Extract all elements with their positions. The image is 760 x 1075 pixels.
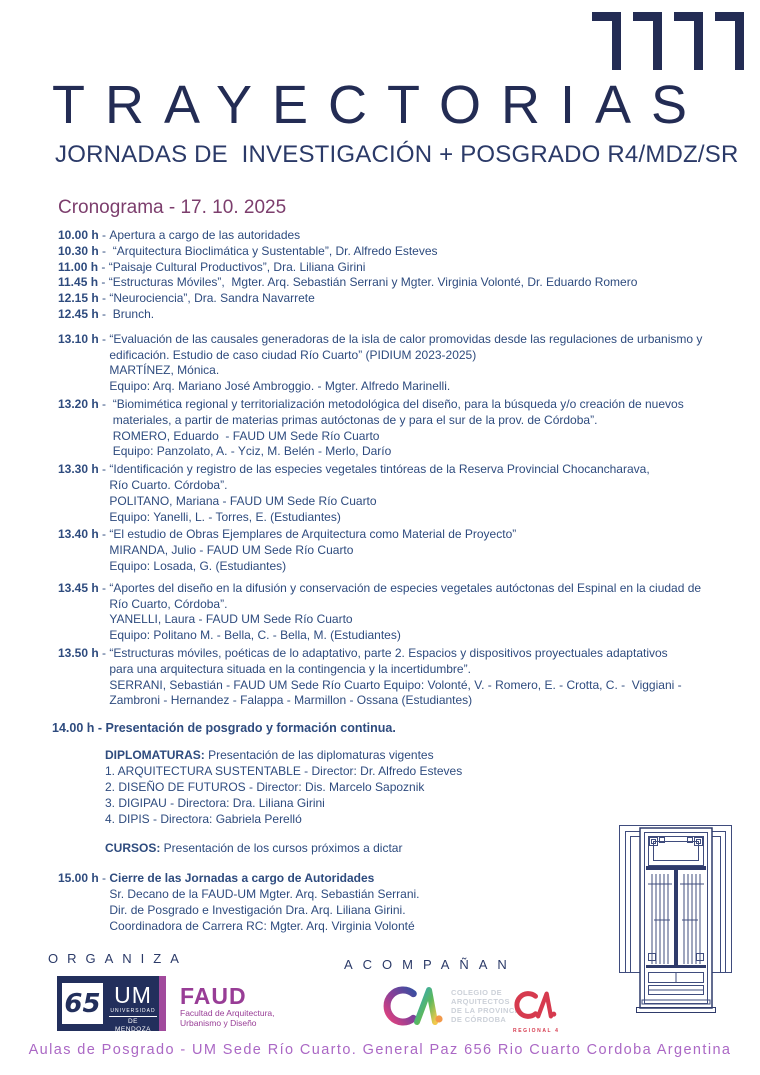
ca-regional-logo [513, 988, 559, 1034]
diplomaturas-block [58, 747, 744, 827]
session-lines [109, 462, 744, 525]
posgrado-title: Presentación de posgrado y formación continua. [105, 721, 396, 736]
session-lines [109, 244, 744, 260]
digit-one-icon [592, 12, 621, 70]
session-line: Equipo: Yanelli, L. - Torres, E. (Estudiantes) [109, 509, 341, 524]
session-line: MARTÍNEZ, Mónica. [109, 363, 220, 378]
dash: - [98, 275, 109, 290]
digit-one-icon [674, 12, 703, 70]
session-line: SERRANI, Sebastián - FAUD UM Sede Río Cuarto Equipo: Volonté, V. - Romero, E. - Crotta, C. - Viggiani - [109, 677, 682, 692]
session-line: “Paisaje Cultural Productivos”, Dra. Liliana Girini [108, 259, 366, 274]
page-title: TRAYECTORIAS [52, 75, 708, 135]
session-line: “Identificación y registro de las especies vegetales tintóreas de la Reserva Provincial Chocancharava, [109, 462, 650, 477]
um-logo [57, 976, 166, 1031]
session-time: 13.30 h [58, 462, 99, 477]
session-lines [109, 397, 744, 460]
session-time: 11.45 h [58, 275, 99, 290]
ca-monogram-icon [383, 983, 445, 1029]
dash: - [98, 462, 110, 477]
ca-cordoba-line: ARQUITECTOS [451, 997, 510, 1006]
schedule-entry [58, 260, 744, 276]
um-initials: UM [114, 982, 152, 1008]
session-list [58, 228, 744, 709]
dash: - [98, 396, 110, 411]
diplomatura-item: 4. DIPIS - Directora: Gabriela Perelló [105, 812, 302, 827]
session-lines [109, 581, 744, 644]
session-line: “Estructuras móviles, poéticas de lo adaptativo, parte 2. Espacios y dispositivos proyectuales adaptativos [109, 645, 668, 660]
dash: - [98, 331, 110, 346]
closing-entry: 15.00 h - Cierre de las Jornadas a cargo de Autoridades Sr. Decano de la FAUD-UM Mgter. Arq. Sebastián Serrani. Dir. de Posgrado e Investigación Dra. Arq. Liliana Girini. Coordinadora de Carrera RC: Mgter. Arq. Virginia Volonté [58, 871, 744, 934]
session-line: “Biomimética regional y territorialización metodológica del diseño, para la búsqueda y/o creación de nuevos [109, 396, 684, 411]
session-line: Apertura a cargo de las autoridades [109, 228, 301, 242]
schedule-entry [58, 307, 744, 323]
session-lines [109, 646, 744, 709]
faud-line2: Urbanismo y Diseño [180, 1018, 257, 1028]
session-line: Equipo: Politano M. - Bella, C. - Bella, M. (Estudiantes) [109, 628, 401, 643]
session-lines [109, 307, 744, 323]
schedule-entry [58, 527, 744, 574]
dash: - [98, 243, 110, 258]
session-line: Equipo: Panzolato, A. - Yciz, M. Belén - Merlo, Darío [109, 444, 392, 459]
session-line: edificación. Estudio de caso ciudad Río Cuarto” (PIDIUM 2023-2025) [109, 347, 477, 362]
session-line: materiales, a partir de materias primas autóctonas de y para el sur de la prov. de Córdoba”. [109, 412, 598, 427]
diplomatura-item: 2. DISEÑO DE FUTUROS - Director: Dis. Marcelo Sapoznik [105, 780, 425, 795]
session-lines [109, 291, 744, 307]
faud-name: FAUD [180, 983, 247, 1009]
session-line: “El estudio de Obras Ejemplares de Arquitectura como Material de Proyecto” [109, 527, 517, 542]
dash: - [98, 527, 110, 542]
session-line: ROMERO, Eduardo - FAUD UM Sede Río Cuarto [109, 428, 380, 443]
um-65-icon: 65 [62, 983, 103, 1024]
venue-address: Aulas de Posgrado - UM Sede Río Cuarto. General Paz 656 Rio Cuarto Cordoba Argentina [28, 1042, 732, 1058]
session-time: 12.45 h [58, 306, 99, 321]
session-line: YANELLI, Laura - FAUD UM Sede Río Cuarto [109, 612, 353, 627]
closing-line: Dir. de Posgrado e Investigación Dra. Arq. Liliana Girini. [109, 902, 406, 917]
digit-one-icon [715, 12, 744, 70]
schedule-entry [58, 581, 744, 644]
session-line: para una arquitectura situada en la contingencia y la incertidumbre”. [109, 661, 471, 676]
session-time: 11.00 h [58, 259, 99, 274]
session-line: “Evaluación de las causales generadoras de la isla de calor promovidas desde las regulaciones de urbanismo y [109, 331, 703, 346]
session-time: 14.00 h [52, 721, 95, 736]
um-line1: UNIVERSIDAD [110, 1008, 156, 1014]
um-accent-strip [159, 976, 166, 1031]
schedule-entry [58, 462, 744, 525]
session-line: Río Cuarto, Córdoba”. [109, 596, 228, 611]
dash: - [98, 259, 109, 274]
cursos-intro: Presentación de los cursos próximos a dictar [160, 841, 403, 856]
session-time: 13.10 h [58, 331, 99, 346]
schedule-entry [58, 291, 744, 307]
session-line: “Estructuras Móviles”, Mgter. Arq. Sebastián Serrani y Mgter. Virginia Volonté, Dr. Eduardo Romero [108, 275, 638, 290]
schedule-entry [58, 228, 744, 244]
edition-1111-logo [592, 12, 744, 70]
schedule-heading: Cronograma - 17. 10. 2025 [58, 197, 287, 218]
ca-cordoba-line: DE LA PROVINCIA [451, 1006, 523, 1015]
diplomaturas-list [105, 763, 744, 827]
dash: - [98, 645, 110, 660]
diplomatura-item: 1. ARQUITECTURA SUSTENTABLE - Director: Dr. Alfredo Esteves [105, 764, 463, 779]
posgrado-entry: 14.00 h - Presentación de posgrado y formación continua. [52, 721, 396, 736]
session-line: Equipo: Losada, G. (Estudiantes) [109, 558, 287, 573]
session-line: Río Cuarto. Córdoba”. [109, 477, 228, 492]
acompanan-label: ACOMPAÑAN [344, 957, 517, 972]
schedule-entry [58, 397, 744, 460]
dash: - [98, 580, 110, 595]
session-line: Zambroni - Hernandez - Falappa - Marmillon - Ossana (Estudiantes) [109, 693, 473, 708]
schedule-entry [58, 244, 744, 260]
dash: - [98, 228, 110, 242]
ca-cordoba-logo [383, 983, 523, 1029]
diplomatura-item: 3. DIGIPAU - Directora: Dra. Liliana Girini [105, 796, 325, 811]
diplomaturas-intro: DIPLOMATURAS: Presentación de las diplomaturas vigentes [105, 748, 434, 763]
session-line: “Arquitectura Bioclimática y Sustentable”, Dr. Alfredo Esteves [109, 243, 438, 258]
ca-cordoba-line: DE CÓRDOBA [451, 1015, 507, 1024]
schedule-entry [58, 275, 744, 291]
closing-title: Cierre de las Jornadas a cargo de Autoridades [109, 871, 375, 886]
faud-line1: Facultad de Arquitectura, [180, 1008, 275, 1018]
page-subtitle: JORNADAS DE INVESTIGACIÓN + POSGRADO R4/MDZ/SR [55, 141, 739, 168]
session-line: Brunch. [109, 306, 155, 321]
schedule-entry [58, 646, 744, 709]
session-line: “Aportes del diseño en la difusión y conservación de especies vegetales autóctonas del Espinal en la ciudad de [109, 580, 702, 595]
session-time: 13.20 h [58, 396, 99, 411]
session-lines [109, 332, 744, 395]
digit-one-icon [633, 12, 662, 70]
session-lines [109, 275, 744, 291]
diplomaturas-label: DIPLOMATURAS: [105, 748, 205, 763]
session-time: 10.00 h [58, 228, 99, 242]
session-time: 13.40 h [58, 527, 99, 542]
closing-line: Sr. Decano de la FAUD-UM Mgter. Arq. Sebastián Serrani. [109, 886, 420, 901]
closing-line: Coordinadora de Carrera RC: Mgter. Arq. Virginia Volonté [109, 918, 415, 933]
session-line: “Neurociencia”, Dra. Sandra Navarrete [109, 291, 315, 306]
session-lines [109, 228, 744, 244]
session-time: 12.15 h [58, 291, 99, 306]
session-time: 13.45 h [58, 580, 99, 595]
ca-cordoba-line: COLEGIO DE [451, 988, 503, 997]
session-line: POLITANO, Mariana - FAUD UM Sede Río Cuarto [109, 493, 377, 508]
door-illustration [618, 824, 736, 1020]
session-time: 15.00 h [58, 871, 99, 886]
cursos-label: CURSOS: [105, 841, 161, 856]
session-time: 10.30 h [58, 243, 99, 258]
session-line: Equipo: Arq. Mariano José Ambroggio. - Mgter. Alfredo Marinelli. [109, 379, 451, 394]
dash: - [98, 291, 110, 306]
organiza-label: ORGANIZA [48, 951, 188, 966]
session-time: 13.50 h [58, 645, 99, 660]
um-line2: DE MENDOZA [109, 1016, 157, 1034]
session-line: MIRANDA, Julio - FAUD UM Sede Río Cuarto [109, 543, 354, 558]
dash: - [98, 306, 110, 321]
ca-regional-caption: REGIONAL 4 [513, 1028, 560, 1034]
schedule-entry [58, 332, 744, 395]
ca-regional-monogram-icon [514, 988, 558, 1022]
faud-logo [180, 984, 275, 1028]
session-lines [109, 260, 744, 276]
session-lines [109, 527, 744, 574]
